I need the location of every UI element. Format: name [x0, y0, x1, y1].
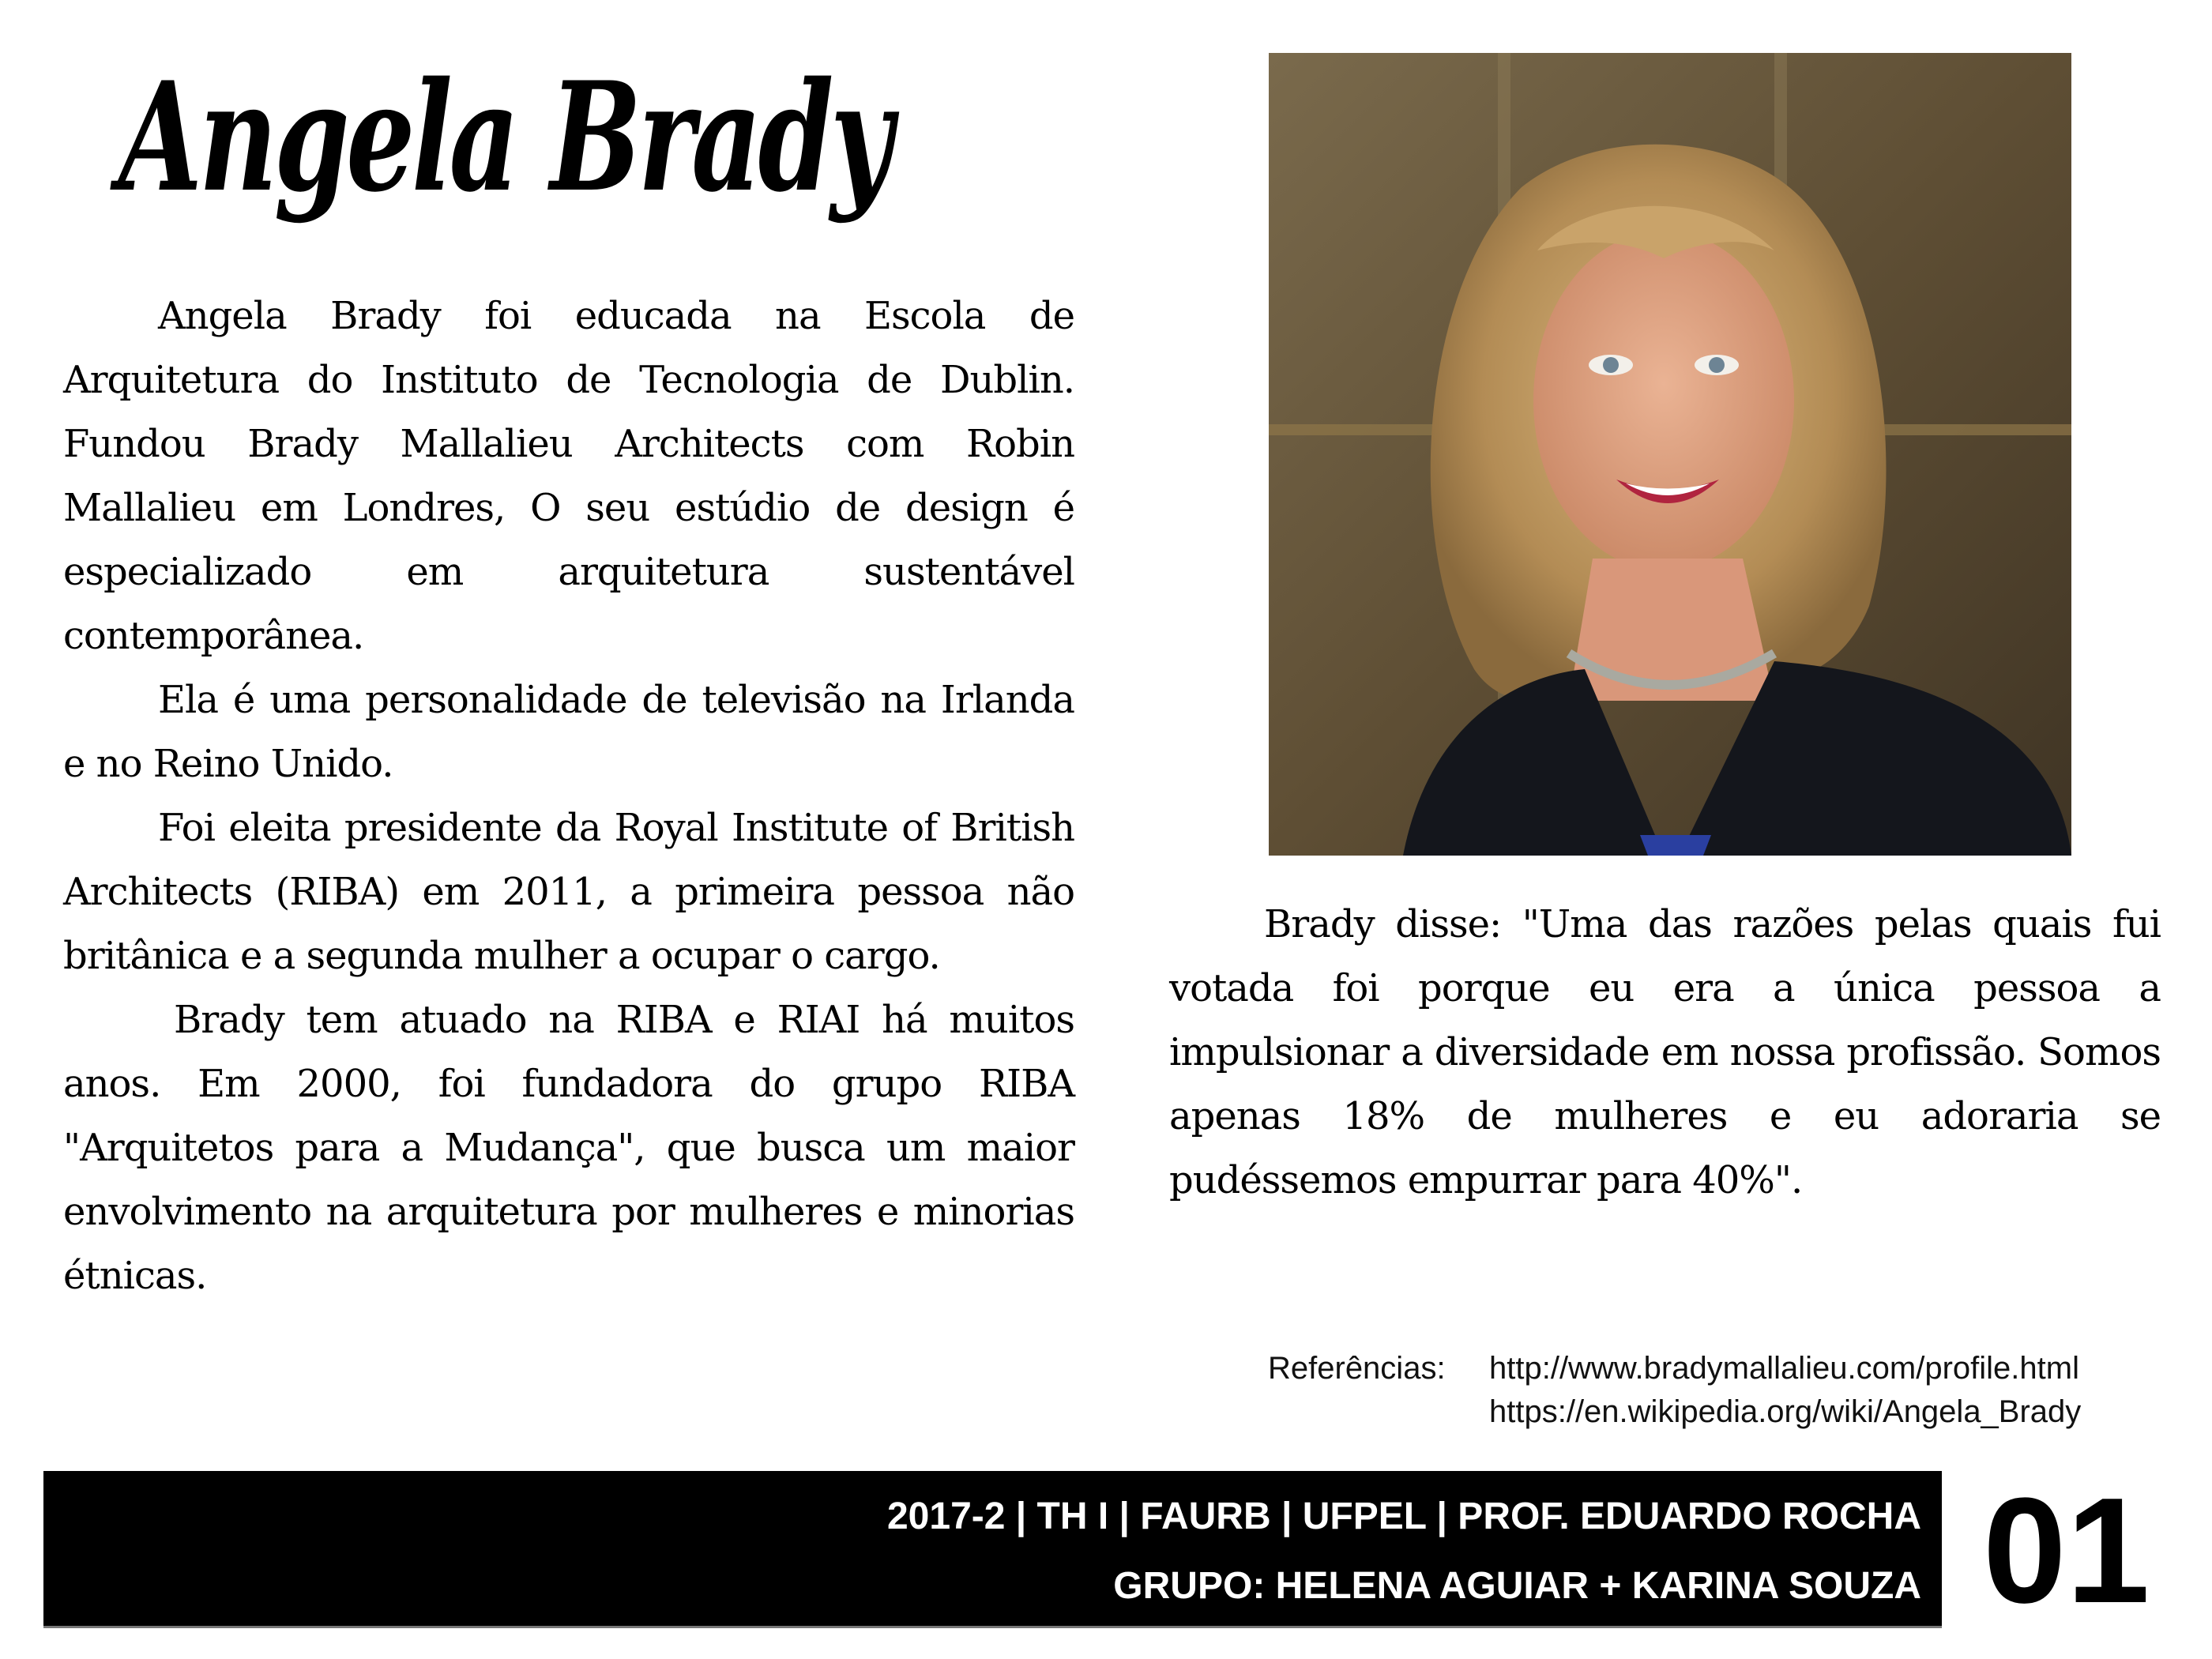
references: [1268, 1347, 2081, 1434]
quote-text: Brady disse: "Uma das razões pelas quais fui votada foi porque eu era a única pessoa a impulsionar a diversidade em nossa profissão. Somos apenas 18% de mulheres e eu adoraria se pudéssemos empurrar para 40%".: [1169, 902, 2161, 1202]
biography-paragraph: Ela é uma personalidade de televisão na Irlanda e no Reino Unido.: [63, 678, 1074, 786]
reference-link[interactable]: http://www.bradymallalieu.com/profile.html: [1489, 1351, 2079, 1386]
references-label: Referências:: [1268, 1351, 1446, 1386]
footer-bar: [43, 1471, 1942, 1628]
reference-link[interactable]: https://en.wikipedia.org/wiki/Angela_Brady: [1489, 1394, 2082, 1429]
biography-paragraph: Foi eleita presidente da Royal Institute of British Architects (RIBA) em 2011, a primeira pessoa não britânica e a segunda mulher a ocupar o cargo.: [63, 806, 1074, 978]
page-title: Angela Brady: [118, 49, 890, 225]
page-number: 01: [1983, 1467, 2150, 1635]
biography-paragraph: Brady tem atuado na RIBA e RIAI há muitos anos. Em 2000, foi fundadora do grupo RIBA "Arquitetos para a Mudança", que busca um maior envolvimento na arquitetura por mulheres e minorias étnicas.: [63, 998, 1074, 1298]
footer-group-info: GRUPO: HELENA AGUIAR + KARINA SOUZA: [1113, 1565, 1921, 1607]
biography-text: [63, 284, 1074, 1308]
portrait-photo: [1269, 53, 2071, 856]
footer-course-info: 2017-2 | TH I | FAURB | UFPEL | PROF. EDUARDO ROCHA: [886, 1495, 1921, 1537]
biography-paragraph: Angela Brady foi educada na Escola de Arquitetura do Instituto de Tecnologia de Dublin. Fundou Brady Mallalieu Architects com Robin Mallalieu em Londres, O seu estúdio de design é especializado em arquitetura sustentável contemporânea.: [63, 294, 1074, 658]
